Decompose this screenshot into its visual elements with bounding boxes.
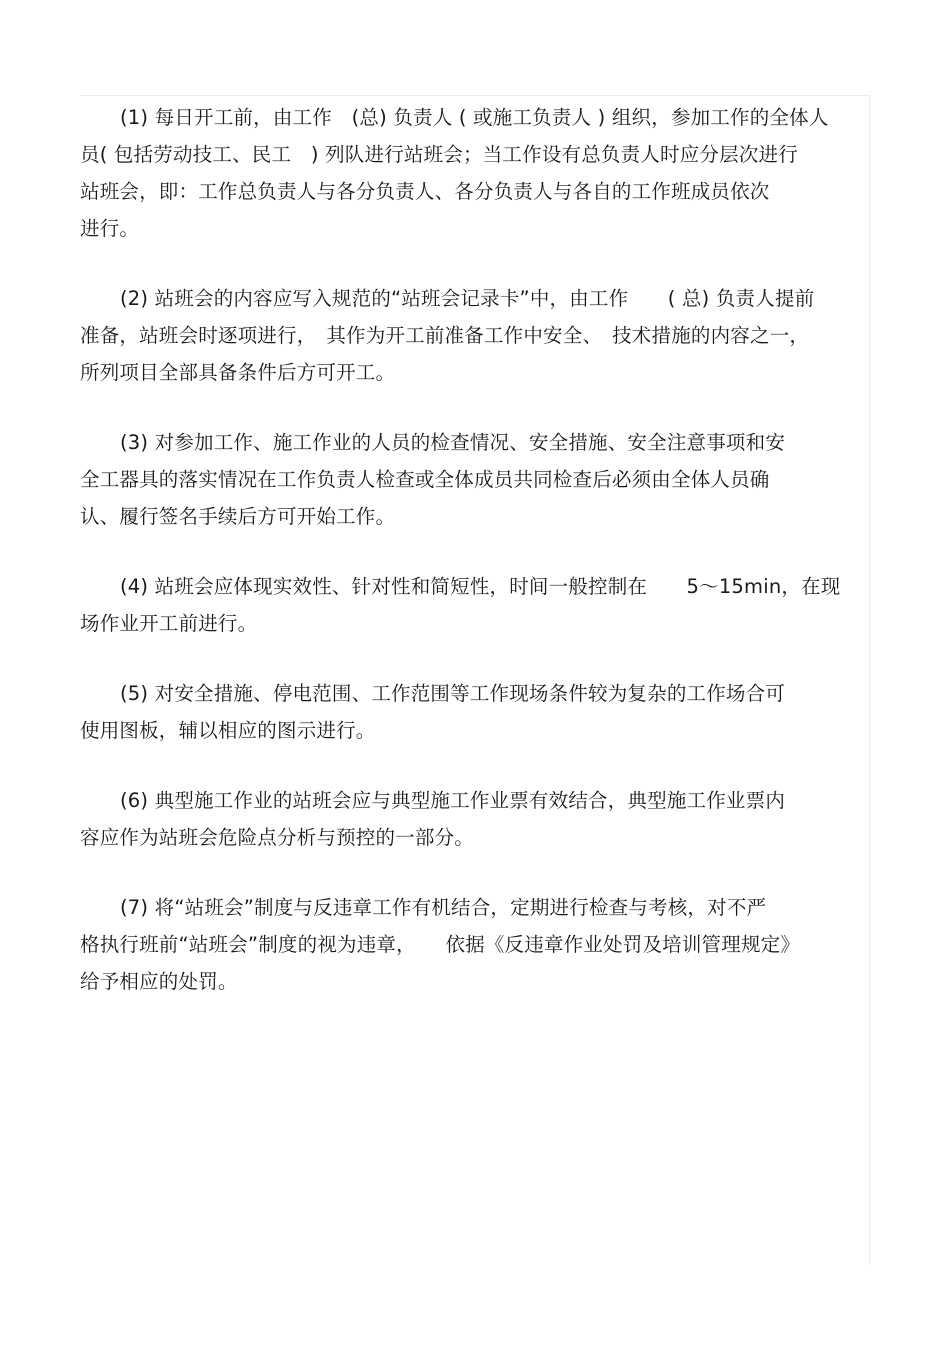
paragraph-7 [80,889,870,1000]
page-border-top [80,95,870,96]
paragraph-line: 全工器具的落实情况在工作负责人检查或全体成员共同检查后必须由全体人员确 [80,468,770,491]
paragraph-line: 格执行班前“站班会”制度的视为违章， 依据《反违章作业处罚及培训管理规定》 [80,933,801,956]
paragraph-line: 所列项目全部具备条件后方可开工。 [80,361,396,384]
paragraph-line: 给予相应的处罚。 [80,970,238,993]
paragraph-line: 容应作为站班会危险点分析与预控的一部分。 [80,826,475,849]
paragraph-line: (5) 对安全措施、停电范围、工作范围等工作现场条件较为复杂的工作场合可 [120,682,786,705]
paragraph-1 [80,99,870,247]
paragraph-line: (2) 站班会的内容应写入规范的“站班会记录卡”中，由工作 ( 总) 负责人提前 [120,287,815,310]
document-body [80,99,870,1033]
paragraph-2 [80,280,870,391]
paragraph-line: 使用图板，辅以相应的图示进行。 [80,719,376,742]
paragraph-line: (6) 典型施工作业的站班会应与典型施工作业票有效结合，典型施工作业票内 [120,789,786,812]
paragraph-5 [80,675,870,749]
paragraph-line: 认、履行签名手续后方可开始工作。 [80,505,396,528]
paragraph-line: 准备，站班会时逐项进行， 其作为开工前准备工作中安全、 技术措施的内容之一， [80,324,810,347]
paragraph-4 [80,568,870,642]
paragraph-line: (1) 每日开工前，由工作 (总) 负责人 ( 或施工负责人 ) 组织，参加工作的全体人 [120,106,829,129]
paragraph-line: (7) 将“站班会”制度与反违章工作有机结合，定期进行检查与考核，对不严 [120,896,767,919]
paragraph-line: 进行。 [80,217,140,240]
paragraph-line: 员( 包括劳动技工、民工 ) 列队进行站班会；当工作设有总负责人时应分层次进行 [80,143,798,166]
paragraph-line: 站班会，即：工作总负责人与各分负责人、各分负责人与各自的工作班成员依次 [80,180,770,203]
paragraph-line: (3) 对参加工作、施工作业的人员的检查情况、安全措施、安全注意事项和安 [120,431,786,454]
paragraph-6 [80,782,870,856]
paragraph-line: (4) 站班会应体现实效性、针对性和简短性，时间一般控制在 5～15min，在现 [120,575,841,598]
paragraph-3 [80,424,870,535]
paragraph-line: 场作业开工前进行。 [80,612,258,635]
